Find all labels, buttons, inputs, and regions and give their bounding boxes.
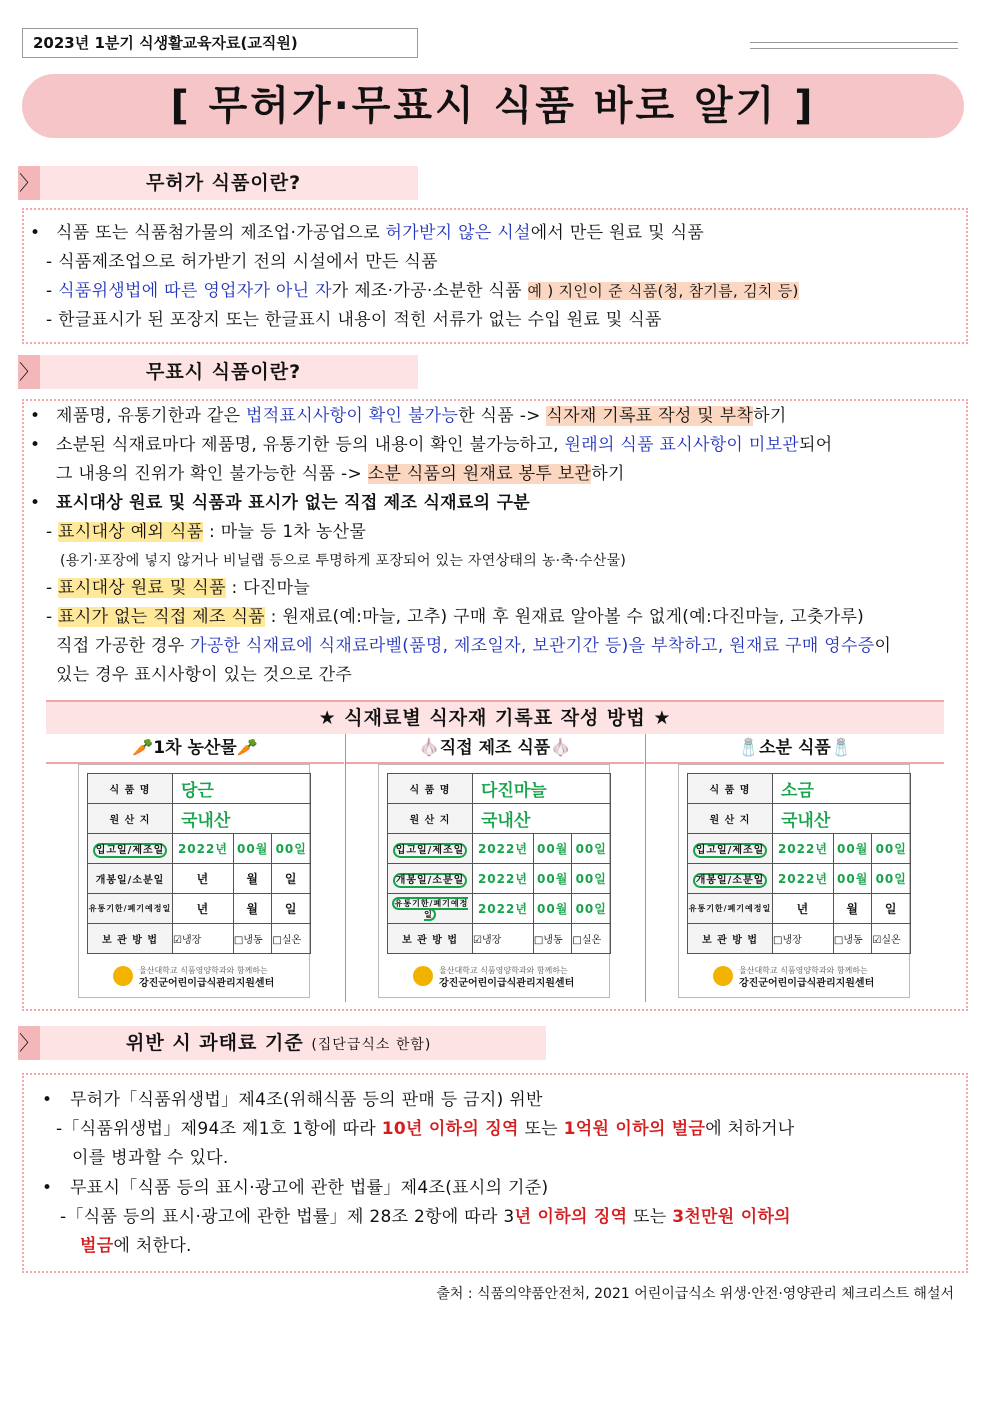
field-key bbox=[688, 864, 773, 894]
footer-tagline: 울산대학교 식품영양학과와 함께하는 bbox=[139, 966, 268, 975]
date-year: 2022년 bbox=[773, 834, 834, 864]
text-line bbox=[56, 434, 832, 456]
column-head-homemade: 🧄직접 제조 식품🧄 bbox=[346, 734, 644, 764]
date-year: 2022년 bbox=[773, 864, 834, 894]
section-heading-penalty bbox=[18, 1026, 546, 1060]
heading-text: 위반 시 과태료 기준 bbox=[126, 1032, 304, 1054]
text-line bbox=[56, 463, 625, 485]
section-title: 무표시 식품이란? bbox=[146, 361, 302, 383]
penalty-text: 벌금 bbox=[80, 1236, 114, 1256]
field-origin: 국내산 bbox=[173, 804, 311, 834]
section-body-unlicensed bbox=[22, 208, 968, 344]
text: - bbox=[46, 281, 59, 301]
food-label-card bbox=[678, 764, 910, 998]
highlight-text: 표시가 없는 직접 제조 식품 bbox=[58, 607, 265, 627]
field-key bbox=[388, 894, 473, 924]
text: 식품 또는 식품첨가물의 제조업·가공업으로 bbox=[56, 223, 386, 243]
penalty-text: 3천만원 이하의 bbox=[672, 1207, 791, 1227]
penalty-text: 1억원 이하의 벌금 bbox=[563, 1119, 706, 1139]
bullet-icon: • bbox=[30, 493, 41, 513]
text: 제품명, 유통기한과 같은 bbox=[56, 406, 247, 426]
food-label-card bbox=[78, 764, 310, 998]
storage-option: ☑냉장 bbox=[173, 924, 234, 954]
section-heading-unlicensed bbox=[18, 166, 418, 200]
penalty-text: 년 이하의 징역 bbox=[514, 1207, 628, 1227]
circled-key: 입고일/제조일 bbox=[93, 843, 168, 858]
text-line bbox=[46, 521, 366, 543]
field-key: 유통기한/폐기예정일 bbox=[688, 894, 773, 924]
date-day: 00일 bbox=[572, 834, 611, 864]
field-key: 개봉일/소분일 bbox=[88, 864, 173, 894]
bullet-icon: • bbox=[42, 1178, 53, 1198]
field-key: 식 품 명 bbox=[388, 774, 473, 804]
text: 에 처한다. bbox=[113, 1236, 192, 1256]
field-key: 식 품 명 bbox=[88, 774, 173, 804]
chevron-right-icon: 〉 bbox=[18, 166, 40, 200]
footer-center-name: 강진군어린이급식관리지원센터 bbox=[139, 978, 275, 989]
date-month: 월 bbox=[233, 894, 272, 924]
column-head-produce: 🥕1차 농산물🥕 bbox=[46, 734, 344, 764]
field-key: 원 산 지 bbox=[388, 804, 473, 834]
date-day: 00일 bbox=[572, 864, 611, 894]
circled-key: 입고일/제조일 bbox=[393, 843, 468, 858]
smile-logo-icon bbox=[713, 966, 733, 986]
date-day: 일 bbox=[872, 894, 911, 924]
field-key: 원 산 지 bbox=[88, 804, 173, 834]
date-month: 00월 bbox=[533, 894, 572, 924]
text: -「식품위생법」제94조 제1호 1항에 따라 bbox=[56, 1119, 382, 1139]
highlight-text: 식품위생법에 따른 영업자가 아닌 자 bbox=[58, 281, 332, 301]
text: 직접 가공한 경우 bbox=[56, 636, 191, 656]
highlight-text: 표시대상 예외 식품 bbox=[58, 522, 204, 542]
text-line bbox=[56, 222, 704, 244]
field-name: 당근 bbox=[173, 774, 311, 804]
smile-logo-icon bbox=[113, 966, 133, 986]
date-day: 00일 bbox=[872, 834, 911, 864]
section-heading-unlabeled bbox=[18, 355, 418, 389]
field-key: 유통기한/폐기예정일 bbox=[88, 894, 173, 924]
example-text: 예 ) 지인이 준 식품(청, 참기름, 김치 등) bbox=[527, 282, 799, 300]
text-line: 있는 경우 표시사항이 있는 것으로 간주 bbox=[56, 665, 353, 685]
text: 또는 bbox=[627, 1207, 673, 1227]
text: 하기 bbox=[753, 406, 787, 426]
text-line: (용기·포장에 넣지 않거나 비닐랩 등으로 투명하게 포장되어 있는 자연상태의 농·축·수산물) bbox=[60, 553, 627, 569]
highlight-text: 허가받지 않은 시설 bbox=[385, 223, 531, 243]
date-year: 2022년 bbox=[473, 864, 534, 894]
date-day: 00일 bbox=[272, 834, 311, 864]
food-label-table bbox=[387, 773, 611, 954]
food-label-table bbox=[687, 773, 911, 954]
footer-text bbox=[439, 964, 574, 990]
highlight-text: 가공한 식재료에 식재료라벨(품명, 제조일자, 보관기간 등)을 부착하고, 원재료 구매 영수증 bbox=[190, 636, 875, 656]
guide-title: ★ 식재료별 식자재 기록표 작성 방법 ★ bbox=[46, 700, 944, 734]
footer-text bbox=[739, 964, 874, 990]
field-name: 다진마늘 bbox=[473, 774, 611, 804]
field-key: 원 산 지 bbox=[688, 804, 773, 834]
text: 되어 bbox=[799, 435, 833, 455]
date-year: 2022년 bbox=[473, 894, 534, 924]
highlight-text: 소분 식품의 원재료 봉투 보관 bbox=[367, 464, 592, 484]
date-month: 00월 bbox=[833, 834, 872, 864]
dash: - bbox=[46, 522, 59, 542]
storage-option: □냉동 bbox=[833, 924, 872, 954]
smile-logo-icon bbox=[413, 966, 433, 986]
header-rule bbox=[750, 42, 958, 49]
text: 에 처하거나 bbox=[705, 1119, 795, 1139]
text-line: 무표시「식품 등의 표시·광고에 관한 법률」제4조(표시의 기준) bbox=[70, 1178, 549, 1198]
footer-tagline: 울산대학교 식품영양학과와 함께하는 bbox=[739, 966, 868, 975]
food-label-card bbox=[378, 764, 610, 998]
column-head-portioned: 🧂소분 식품🧂 bbox=[646, 734, 944, 764]
storage-option: □냉장 bbox=[773, 924, 834, 954]
text-line: 표시대상 원료 및 식품과 표시가 없는 직접 제조 식재료의 구분 bbox=[56, 493, 531, 513]
field-key bbox=[388, 834, 473, 864]
footer-center-name: 강진군어린이급식관리지원센터 bbox=[739, 978, 875, 989]
text: 가 제조·가공·소분한 식품 bbox=[331, 281, 528, 301]
text-line bbox=[56, 405, 787, 427]
chevron-right-icon: 〉 bbox=[18, 355, 40, 389]
column-divider bbox=[345, 734, 346, 1002]
highlight-text: 원래의 식품 표시사항이 미보관 bbox=[564, 435, 800, 455]
text: : 다진마늘 bbox=[225, 578, 311, 598]
bullet-icon: • bbox=[30, 406, 41, 426]
footer-tagline: 울산대학교 식품영양학과와 함께하는 bbox=[439, 966, 568, 975]
text-line: 무허가「식품위생법」제4조(위해식품 등의 판매 등 금지) 위반 bbox=[70, 1090, 543, 1110]
text: 이 bbox=[874, 636, 892, 656]
text-line: - 한글표시가 된 포장지 또는 한글표시 내용이 적힌 서류가 없는 수입 원료 및 식품 bbox=[46, 310, 662, 330]
text-line bbox=[56, 1118, 795, 1140]
date-year: 년 bbox=[773, 894, 834, 924]
source-citation: 출처 : 식품의약품안전처, 2021 어린이급식소 위생·안전·영양관리 체크리스트 해설서 bbox=[436, 1286, 954, 1302]
date-month: 00월 bbox=[533, 834, 572, 864]
circled-key: 개봉일/소분일 bbox=[693, 873, 768, 888]
label-footer bbox=[387, 961, 611, 993]
heading-sub: (집단급식소 한함) bbox=[311, 1037, 432, 1053]
field-name: 소금 bbox=[773, 774, 911, 804]
field-origin: 국내산 bbox=[773, 804, 911, 834]
text-line: - 식품제조업으로 허가받기 전의 시설에서 만든 식품 bbox=[46, 252, 438, 272]
date-year: 년 bbox=[173, 894, 234, 924]
bullet-icon: • bbox=[30, 223, 41, 243]
document-label: 2023년 1분기 식생활교육자료(교직원) bbox=[22, 28, 418, 58]
text: 소분된 식재료마다 제품명, 유통기한 등의 내용이 확인 불가능하고, bbox=[56, 435, 565, 455]
text: -「식품 등의 표시·광고에 관한 법률」제 28조 2항에 따라 3 bbox=[60, 1207, 515, 1227]
text-line bbox=[46, 577, 310, 599]
storage-option: ☑냉장 bbox=[473, 924, 534, 954]
circled-key: 입고일/제조일 bbox=[693, 843, 768, 858]
field-key: 보 관 방 법 bbox=[388, 924, 473, 954]
text: 하기 bbox=[591, 464, 625, 484]
storage-option: □냉동 bbox=[533, 924, 572, 954]
storage-option: □실온 bbox=[272, 924, 311, 954]
chevron-right-icon: 〉 bbox=[18, 1026, 40, 1060]
circled-key: 유통기한/폐기예정일 bbox=[392, 897, 469, 921]
field-origin: 국내산 bbox=[473, 804, 611, 834]
storage-option: □실온 bbox=[572, 924, 611, 954]
bullet-icon: • bbox=[42, 1090, 53, 1110]
section-title: 무허가 식품이란? bbox=[146, 172, 302, 194]
storage-option: ☑실온 bbox=[872, 924, 911, 954]
text-line bbox=[46, 280, 799, 302]
date-month: 00월 bbox=[833, 864, 872, 894]
text-line bbox=[56, 635, 891, 657]
text: 한 식품 -> bbox=[458, 406, 547, 426]
date-month: 월 bbox=[833, 894, 872, 924]
date-year: 2022년 bbox=[173, 834, 234, 864]
date-day: 일 bbox=[272, 894, 311, 924]
text-line bbox=[80, 1235, 192, 1257]
food-label-table bbox=[87, 773, 311, 954]
penalty-text: 10년 이하의 징역 bbox=[381, 1119, 519, 1139]
label-footer bbox=[687, 961, 911, 993]
text: : 원재료(예:마늘, 고추) 구매 후 원재료 알아볼 수 없게(예:다진마늘, 고춧가루) bbox=[264, 607, 865, 627]
section-title bbox=[126, 1026, 431, 1062]
text-line bbox=[60, 1206, 791, 1228]
text: : 마늘 등 1차 농산물 bbox=[203, 522, 367, 542]
field-key bbox=[88, 834, 173, 864]
date-year: 년 bbox=[173, 864, 234, 894]
date-month: 00월 bbox=[533, 864, 572, 894]
footer-text bbox=[139, 964, 274, 990]
text-line bbox=[46, 606, 864, 628]
date-day: 일 bbox=[272, 864, 311, 894]
date-year: 2022년 bbox=[473, 834, 534, 864]
text-line: 이를 병과할 수 있다. bbox=[72, 1148, 229, 1168]
label-footer bbox=[87, 961, 311, 993]
date-day: 00일 bbox=[872, 864, 911, 894]
page-title: [ 무허가·무표시 식품 바로 알기 ] bbox=[22, 74, 964, 138]
date-month: 00월 bbox=[233, 834, 272, 864]
field-key: 식 품 명 bbox=[688, 774, 773, 804]
date-day: 00일 bbox=[572, 894, 611, 924]
highlight-text: 식자재 기록표 작성 및 부착 bbox=[546, 406, 754, 426]
section-body-penalty bbox=[22, 1073, 968, 1273]
circled-key: 개봉일/소분일 bbox=[393, 873, 468, 888]
text: 그 내용의 진위가 확인 불가능한 식품 -> bbox=[56, 464, 368, 484]
dash: - bbox=[46, 578, 59, 598]
highlight-text: 표시대상 원료 및 식품 bbox=[58, 578, 226, 598]
field-key: 보 관 방 법 bbox=[88, 924, 173, 954]
storage-option: □냉동 bbox=[233, 924, 272, 954]
bullet-icon: • bbox=[30, 435, 41, 455]
footer-center-name: 강진군어린이급식관리지원센터 bbox=[439, 978, 575, 989]
field-key bbox=[388, 864, 473, 894]
dash: - bbox=[46, 607, 59, 627]
text: 또는 bbox=[518, 1119, 564, 1139]
field-key bbox=[688, 834, 773, 864]
field-key: 보 관 방 법 bbox=[688, 924, 773, 954]
column-divider bbox=[645, 734, 646, 1002]
date-month: 월 bbox=[233, 864, 272, 894]
highlight-text: 법적표시사항이 확인 불가능 bbox=[246, 406, 459, 426]
text: 에서 만든 원료 및 식품 bbox=[530, 223, 705, 243]
